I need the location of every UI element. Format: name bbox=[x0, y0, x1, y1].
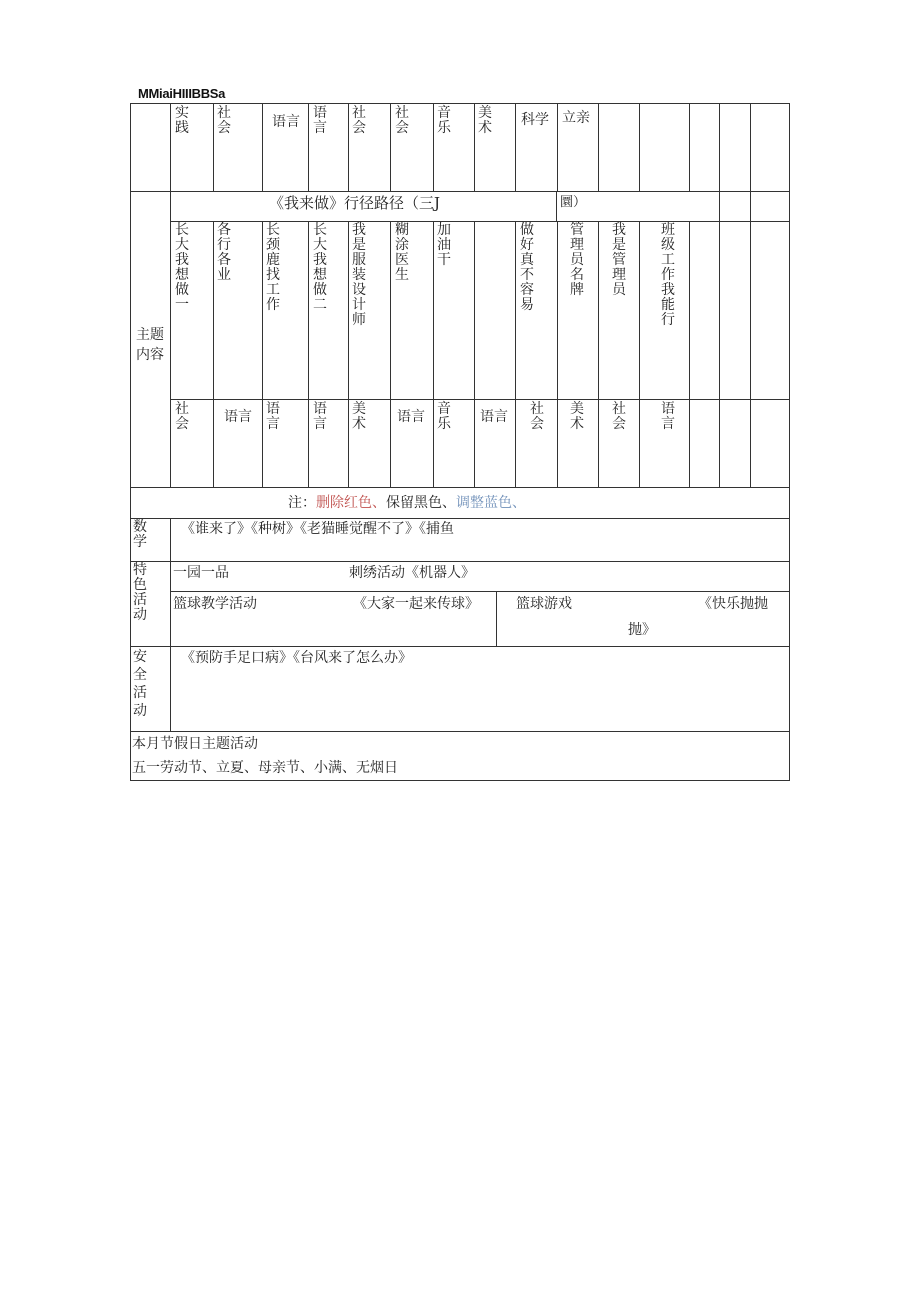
holiday-content: 五一劳动节、立夏、母亲节、小满、无烟日 bbox=[132, 760, 398, 776]
subject-cell: 语言 bbox=[397, 409, 425, 425]
special-r1a: 一园一品 bbox=[173, 565, 229, 581]
path-title-end: 圜） bbox=[560, 195, 587, 210]
topic-cell: 我是管理员 bbox=[612, 222, 626, 298]
row1-cell: 社会 bbox=[352, 105, 366, 136]
topic-cell: 加油干 bbox=[437, 222, 451, 268]
topic-cell: 做好真不容易 bbox=[520, 222, 534, 313]
subject-cell: 语言 bbox=[480, 409, 508, 425]
subject-cell: 语言 bbox=[313, 401, 327, 432]
row1-cell: 社会 bbox=[395, 105, 409, 136]
row1-cell: 社会 bbox=[217, 105, 231, 136]
special-r2d: 《快乐抛抛 bbox=[698, 596, 768, 612]
special-label: 特色活动 bbox=[133, 562, 147, 623]
special-r2b: 《大家一起来传球》 bbox=[353, 596, 479, 612]
math-label: 数学 bbox=[133, 519, 147, 550]
subject-cell: 社会 bbox=[530, 401, 544, 432]
subject-cell: 语言 bbox=[224, 409, 252, 425]
topic-cell: 长颈鹿找工作 bbox=[266, 222, 280, 313]
math-content: 《谁来了》《种树》《老猫睡觉醒不了》《捕鱼 bbox=[181, 521, 454, 537]
theme-label: 主题内容 bbox=[136, 327, 164, 363]
color-note bbox=[288, 496, 526, 511]
row1-cell: 实践 bbox=[175, 105, 189, 136]
note-red: 删除红色、 bbox=[316, 495, 386, 511]
special-r2e: 抛》 bbox=[628, 622, 656, 638]
topic-cell: 管理员名牌 bbox=[570, 222, 584, 298]
subject-cell: 语言 bbox=[661, 401, 675, 432]
row1-cell: 美术 bbox=[478, 105, 492, 136]
safety-label: 安全活动 bbox=[133, 649, 147, 719]
document-header: MMiaiHIIIBBSa bbox=[138, 86, 226, 101]
subject-cell: 美术 bbox=[570, 401, 584, 432]
row1-cell: 语言 bbox=[313, 105, 327, 136]
special-r1b: 刺绣活动《机器人》 bbox=[349, 565, 475, 581]
row1-cell: 语言 bbox=[272, 114, 300, 130]
topic-cell: 糊涂医生 bbox=[395, 222, 409, 283]
row1-cell: 立亲 bbox=[562, 110, 590, 126]
subject-cell: 语言 bbox=[266, 401, 280, 432]
topic-cell: 我是服装设计师 bbox=[352, 222, 366, 328]
subject-cell: 社会 bbox=[175, 401, 189, 432]
row1-cell: 科学 bbox=[521, 112, 549, 128]
row1-cell: 音乐 bbox=[437, 105, 451, 136]
safety-content: 《预防手足口病》《台风来了怎么办》 bbox=[181, 650, 412, 666]
subject-cell: 社会 bbox=[612, 401, 626, 432]
note-prefix: 注： bbox=[288, 495, 316, 511]
special-r2a: 篮球教学活动 bbox=[173, 596, 257, 612]
note-blue: 调整蓝色、 bbox=[456, 495, 526, 511]
path-title: 《我来做》行径路径（三J bbox=[269, 194, 441, 212]
note-black: 保留黑色、 bbox=[386, 495, 456, 511]
holiday-title: 本月节假日主题活动 bbox=[132, 736, 258, 752]
subject-cell: 美术 bbox=[352, 401, 366, 432]
subject-cell: 音乐 bbox=[437, 401, 451, 432]
topic-cell: 班级工作我能行 bbox=[661, 222, 675, 328]
topic-cell: 各行各业 bbox=[217, 222, 231, 283]
special-r2c: 篮球游戏 bbox=[516, 596, 572, 612]
topic-cell: 长大我想做二 bbox=[313, 222, 327, 313]
topic-cell: 长大我想做一 bbox=[175, 222, 189, 313]
